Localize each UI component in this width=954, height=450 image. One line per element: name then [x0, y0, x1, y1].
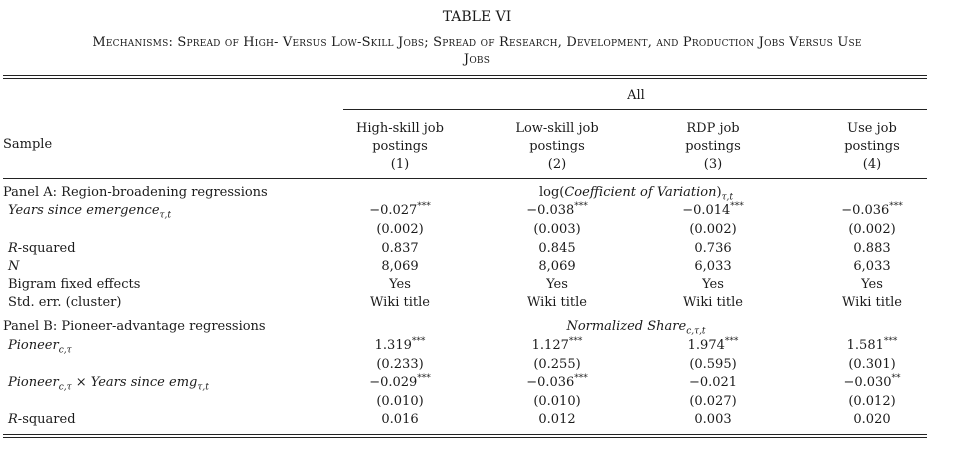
table-cell: (0.012) [848, 394, 896, 409]
group-header-all: All [627, 88, 645, 103]
table-cell: 8,069 [381, 259, 419, 274]
table-cell: 0.883 [853, 241, 891, 256]
row-label: Bigram fixed effects [8, 277, 141, 292]
table-cell: −0.036*** [526, 373, 588, 390]
table-cell: (0.010) [533, 394, 581, 409]
panel-a-label: Panel A: Region-broadening regressions [3, 185, 268, 200]
group-header-underline [343, 109, 927, 110]
table-cell: 1.127*** [531, 336, 583, 353]
table-cell: (0.002) [376, 222, 424, 237]
table-cell: Yes [702, 277, 724, 292]
table-cell: Wiki title [527, 295, 587, 310]
row-label: Pioneer$_{c,\tau}$ × Years since emg$_{\tau,t}$ [8, 375, 209, 393]
table-cell: 0.837 [381, 241, 419, 256]
header-bottom-rule [3, 178, 927, 179]
table-cell: (0.003) [533, 222, 581, 237]
panel-a-dependent-variable: log(Coefficient of $Variation)_{\tau,t}$ [538, 185, 734, 203]
row-label: Pioneer$_{c,\tau}$ [8, 338, 72, 356]
table-cell: 6,033 [853, 259, 891, 274]
column-header-1: High-skill job postings (1) [356, 121, 444, 172]
table-cell: −0.027*** [369, 201, 431, 218]
table-cell: 1.319*** [374, 336, 426, 353]
table-cell: −0.038*** [526, 201, 588, 218]
row-label: R-squared [8, 241, 76, 256]
table-cell: (0.595) [689, 357, 737, 372]
table-cell: −0.021 [688, 375, 738, 390]
bottom-rule-1 [3, 434, 927, 435]
table-subtitle-line1: Mechanisms: Spread of High- Versus Low-Skill Jobs; Spread of Research, Development, and Production Jobs Versus Use [92, 35, 862, 50]
table-cell: (0.002) [689, 222, 737, 237]
row-label: Std. err. (cluster) [8, 295, 122, 310]
table-cell: 6,033 [694, 259, 732, 274]
table-subtitle [0, 34, 954, 68]
table-cell: 0.845 [538, 241, 576, 256]
table-subtitle-line2: Jobs [463, 52, 491, 67]
table-cell: 1.581*** [846, 336, 898, 353]
table-cell: (0.255) [533, 357, 581, 372]
column-header-4: Use job postings (4) [844, 121, 900, 172]
table-cell: (0.233) [376, 357, 424, 372]
table-cell: 1.974*** [687, 336, 739, 353]
table-cell: 0.736 [694, 241, 732, 256]
top-rule-2 [3, 78, 927, 79]
table-cell: −0.036*** [841, 201, 903, 218]
sample-label: Sample [3, 137, 53, 152]
top-rule-1 [3, 75, 927, 76]
table-cell: Wiki title [370, 295, 430, 310]
table-cell: Wiki title [683, 295, 743, 310]
table-cell: −0.029*** [369, 373, 431, 390]
panel-b-label: Panel B: Pioneer-advantage regressions [3, 319, 266, 334]
table-cell: (0.002) [848, 222, 896, 237]
table-cell: (0.010) [376, 394, 424, 409]
table-cell: −0.030** [843, 373, 901, 390]
row-label: R-squared [8, 412, 76, 427]
table-cell: Yes [389, 277, 411, 292]
row-label: Years since emergence$_{\tau,t}$ [8, 203, 171, 221]
table-cell: (0.301) [848, 357, 896, 372]
row-label: N [8, 259, 20, 274]
column-header-3: RDP job postings (3) [685, 121, 741, 172]
table-cell: Wiki title [842, 295, 902, 310]
table-cell: 0.012 [538, 412, 576, 427]
table-cell: 0.020 [853, 412, 891, 427]
column-header-2: Low-skill job postings (2) [515, 121, 599, 172]
table-cell: −0.014*** [682, 201, 744, 218]
table-cell: 0.003 [694, 412, 732, 427]
table-cell: 8,069 [538, 259, 576, 274]
table-cell: Yes [861, 277, 883, 292]
panel-b-dependent-variable: Normalized Share$_{c,\tau,t}$ [566, 319, 706, 337]
bottom-rule-2 [3, 437, 927, 438]
table-cell: Yes [546, 277, 568, 292]
table-cell: 0.016 [381, 412, 419, 427]
table-title: TABLE VI [442, 9, 512, 25]
table-cell: (0.027) [689, 394, 737, 409]
